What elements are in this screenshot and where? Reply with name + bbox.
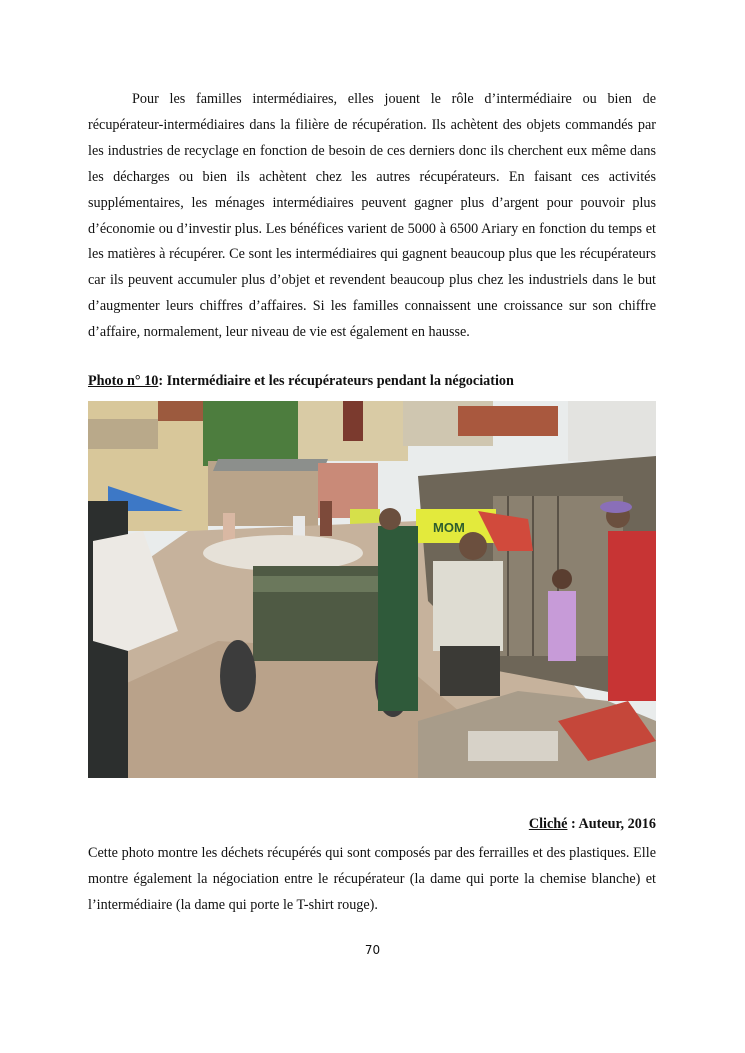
trees	[203, 401, 313, 466]
cart-wheel-left	[220, 640, 256, 712]
right-roof	[458, 406, 558, 436]
page-number: 70	[364, 943, 381, 957]
sack-load	[203, 535, 363, 571]
person-green-head	[379, 508, 401, 530]
woman-white-head	[459, 532, 487, 560]
woman-skirt	[440, 646, 500, 696]
woman-red-hat	[600, 501, 632, 513]
roof-left	[158, 401, 206, 421]
photo-caption-text: : Intermédiaire et les récupérateurs pendant la négociation	[158, 373, 514, 389]
banner-sign-text: MOM	[433, 520, 465, 535]
center-door	[343, 401, 363, 441]
woman-white-shirt	[433, 561, 503, 651]
photo-caption-label: Photo n° 10	[88, 373, 159, 389]
balcony	[88, 419, 158, 449]
photo-credit	[529, 816, 656, 833]
tin-roof	[213, 459, 328, 471]
photo-credit-text: : Auteur, 2016	[567, 816, 656, 832]
cart-rail	[253, 576, 388, 592]
photo-illustration	[88, 401, 656, 778]
plastic-sack	[468, 731, 558, 761]
photo-credit-label: Cliché	[528, 816, 568, 832]
woman-red-shirt	[608, 531, 656, 701]
market-scene-photo	[88, 401, 656, 778]
person-green	[378, 526, 418, 711]
far-right-wall	[568, 401, 656, 461]
photo-caption	[88, 373, 514, 390]
person-distant-3	[320, 501, 332, 536]
child-pink	[548, 591, 576, 661]
intro-paragraph: Pour les familles intermédiaires, elles jouent le rôle d’intermédiaire ou bien de récupérateur-intermédiaires dans la filière de récupération. Ils achètent des objets commandés par les industries de recyclage en fonction de besoin de ces derniers donc ils cherchent eux même dans les décharges ou bien ils achètent chez les autres récupérateurs. En faisant ces activités supplémentaires, les ménages intermédiaires peuvent gagner plus d’argent pour pouvoir plus d’économie ou d’investir plus. Les bénéfices varient de 5000 à 6500 Ariary en fonction du temps et les matières à récupérer. Ce sont les intermédiaires qui gagnent beaucoup plus que les récupérateurs car ils peuvent accumuler plus d’objet et revendent beaucoup plus chez les industriels dans le but d’augmenter leurs chiffres d’affaires. Si les familles connaissent une croissance sur son chiffre d’affaire, normalement, leur niveau de vie est également en hausse.	[88, 91, 656, 341]
description-paragraph: Cette photo montre les déchets récupérés qui sont composés par des ferrailles et des plastiques. Elle montre également la négociation entre le récupérateur (la dame qui porte la chemise blanche) et l’intermédiaire (la dame qui porte le T-shirt rouge).	[88, 845, 656, 913]
child-head	[552, 569, 572, 589]
